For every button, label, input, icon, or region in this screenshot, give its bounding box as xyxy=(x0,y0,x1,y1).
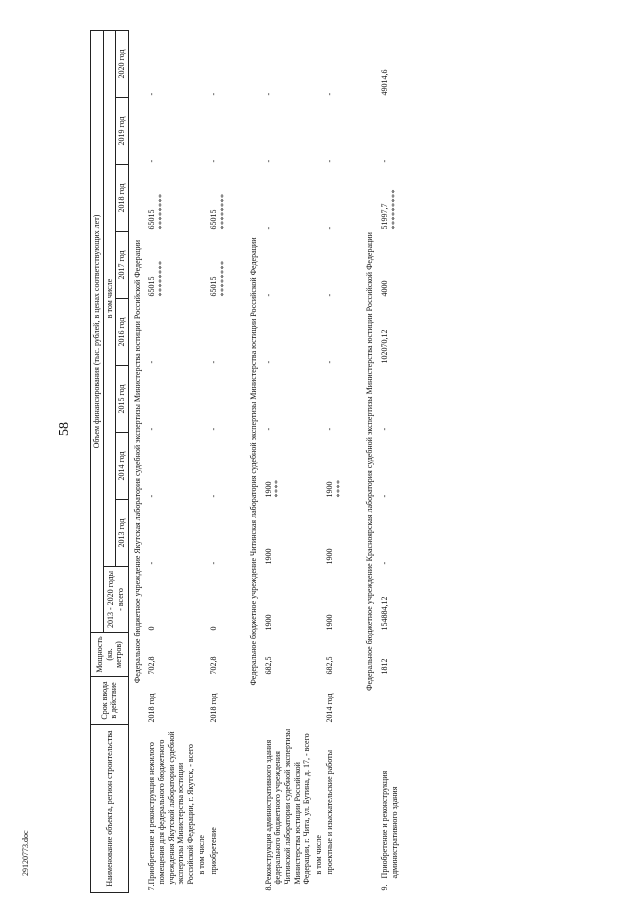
year-value-cell xyxy=(313,299,325,366)
footnote-marker: ******** xyxy=(156,260,166,297)
object-name: Приобретение и реконструкция нежилого помещения для федерального бюджетного учреждения Якутской лаборатории судебной экспертизы Министерства юстиции Российской Федерации, г. Якутск, - всего xyxy=(147,731,195,885)
capacity-cell xyxy=(196,633,208,677)
year-value: - xyxy=(263,159,273,163)
year-value: - xyxy=(325,360,335,364)
section-spacer xyxy=(229,31,245,893)
year-value-cell xyxy=(313,366,325,433)
year-value: 51997,7 xyxy=(380,203,390,230)
year-value-cell xyxy=(324,299,345,366)
footnote-marker: **** xyxy=(334,479,344,498)
capacity-cell xyxy=(313,633,325,677)
header-financing: Объем финансирования (тыс. рублей, в ценах соответствующих лет) xyxy=(91,31,104,633)
table-row xyxy=(208,31,229,893)
object-name-cell xyxy=(263,725,313,893)
header-year: 2016 год xyxy=(116,299,129,366)
year-value: - xyxy=(147,494,157,498)
year-value: - xyxy=(380,159,390,163)
year-value: - xyxy=(147,159,157,163)
section-title: Федеральное бюджетное учреждение Якутская лаборатория судебной экспертизы Министерства юстиции Российской Федерации xyxy=(132,239,142,684)
row-number xyxy=(314,875,324,891)
year-value-cell xyxy=(196,232,208,299)
section-spacer-cell xyxy=(345,31,361,893)
year-value: - xyxy=(325,427,335,431)
year-value-cell xyxy=(324,98,345,165)
year-value-cell xyxy=(379,165,400,232)
year-value-cell xyxy=(146,366,196,433)
year-value-cell xyxy=(313,98,325,165)
year-value: - xyxy=(263,293,273,297)
year-value: - xyxy=(263,92,273,96)
year-value-cell xyxy=(313,165,325,232)
year-value: - xyxy=(325,293,335,297)
year-value-cell xyxy=(379,366,400,433)
year-value-cell xyxy=(208,165,229,232)
year-value-cell xyxy=(313,31,325,98)
year-value-cell xyxy=(379,500,400,567)
footnote-marker: **** xyxy=(273,479,283,498)
year-value: 1900 xyxy=(325,548,335,565)
year-value: 1900 xyxy=(263,481,273,498)
table-body xyxy=(128,31,416,893)
year-value: - xyxy=(325,92,335,96)
row-number xyxy=(197,875,207,891)
year-value-cell xyxy=(146,232,196,299)
year-value: - xyxy=(380,494,390,498)
capacity-cell: 1812 xyxy=(380,658,390,675)
section-spacer-cell xyxy=(400,31,416,893)
header-year: 2017 год xyxy=(116,232,129,299)
year-value: 65015 xyxy=(208,276,218,297)
term-cell: 2018 год xyxy=(208,693,218,723)
term-cell xyxy=(379,677,400,725)
object-name: проектные и изыскательские работы xyxy=(325,749,335,875)
year-value: - xyxy=(208,159,218,163)
year-value-cell xyxy=(196,31,208,98)
year-value-cell xyxy=(196,366,208,433)
year-value-cell xyxy=(324,366,345,433)
object-name-cell xyxy=(313,725,325,893)
term-cell xyxy=(196,677,208,725)
year-value: - xyxy=(208,427,218,431)
footnote-marker: ********* xyxy=(389,189,399,230)
object-name: Реконструкция административного здания федерального бюджетного учреждения Читинской лаборатории судебной экспертизы Министерства юстиции Российской Федерации, г. Чита, ул. Бутина, д. 17, - всего xyxy=(263,728,312,885)
section-spacer xyxy=(345,31,361,893)
year-value-cell xyxy=(263,232,313,299)
object-name-cell xyxy=(324,725,345,893)
footnote-marker: ******** xyxy=(218,193,228,230)
year-value-cell xyxy=(324,165,345,232)
year-value: - xyxy=(263,427,273,431)
year-value-cell xyxy=(208,500,229,567)
total-cell: 0 xyxy=(147,626,157,631)
year-value: - xyxy=(263,226,273,230)
object-name: приобретение xyxy=(208,827,218,875)
row-number xyxy=(209,875,219,891)
row-number: 7. xyxy=(147,884,157,891)
year-value: 1900 xyxy=(325,481,335,498)
term-cell xyxy=(313,677,325,725)
year-value: - xyxy=(208,360,218,364)
capacity-cell: 702,8 xyxy=(147,656,157,675)
section-spacer-cell xyxy=(229,31,245,893)
year-value: 4000 xyxy=(380,280,390,297)
year-value-cell xyxy=(324,433,345,500)
year-value: - xyxy=(147,360,157,364)
year-value: - xyxy=(380,427,390,431)
year-value-cell xyxy=(196,500,208,567)
section-title: Федеральное бюджетное учреждение Красноярская лаборатория судебной экспертизы Министерства юстиции Российской Федерации xyxy=(365,232,375,691)
year-value-cell xyxy=(208,98,229,165)
year-value-cell xyxy=(146,299,196,366)
section-title-row xyxy=(128,31,146,893)
year-value: - xyxy=(147,427,157,431)
header-year: 2020 год xyxy=(116,31,129,98)
year-value: - xyxy=(147,92,157,96)
page-number: 58 xyxy=(57,422,72,436)
year-value-cell xyxy=(196,165,208,232)
year-value-cell xyxy=(313,500,325,567)
object-name-cell xyxy=(196,725,208,893)
header-capacity: Мощность (кв. метров) xyxy=(91,633,129,677)
year-value: - xyxy=(263,360,273,364)
header-year: 2015 год xyxy=(116,366,129,433)
header-year: 2014 год xyxy=(116,433,129,500)
year-value-cell xyxy=(263,299,313,366)
year-value: - xyxy=(208,92,218,96)
year-value: 102070,12 xyxy=(380,329,390,364)
rotated-table-sheet xyxy=(90,30,630,893)
header-total: 2013 - 2020 годы - всего xyxy=(103,567,128,633)
year-value-cell xyxy=(379,98,400,165)
total-cell: 1900 xyxy=(263,614,273,631)
year-value-cell xyxy=(324,232,345,299)
term-cell xyxy=(263,677,313,725)
year-value-cell xyxy=(146,500,196,567)
row-number: 9. xyxy=(380,884,390,891)
section-title-row xyxy=(245,31,263,893)
row-number: 8. xyxy=(263,884,273,891)
term-cell: 2014 год xyxy=(325,693,335,723)
year-value-cell xyxy=(324,31,345,98)
year-value-cell xyxy=(146,165,196,232)
year-value-cell xyxy=(196,98,208,165)
year-value-cell xyxy=(263,31,313,98)
year-value: 1900 xyxy=(263,548,273,565)
year-value: - xyxy=(208,561,218,565)
year-value: 65015 xyxy=(208,209,218,230)
table-row xyxy=(324,31,345,893)
total-cell xyxy=(196,567,208,633)
header-term: Срок ввода в действие xyxy=(91,677,129,725)
year-value-cell xyxy=(263,366,313,433)
object-name: Приобретение и реконструкция административного здания xyxy=(380,770,399,879)
year-value: 65015 xyxy=(147,276,157,297)
object-name-cell xyxy=(379,725,400,893)
year-value-cell xyxy=(208,232,229,299)
capacity-cell: 702,8 xyxy=(208,656,218,675)
year-value-cell xyxy=(379,232,400,299)
year-value-cell xyxy=(379,433,400,500)
object-name-cell xyxy=(146,725,196,893)
year-value: 49014,6 xyxy=(380,69,390,96)
year-value-cell xyxy=(208,433,229,500)
total-cell: 154884,12 xyxy=(380,596,390,631)
term-cell: 2018 год xyxy=(147,693,157,723)
total-cell: 1900 xyxy=(325,614,335,631)
year-value: - xyxy=(325,159,335,163)
footnote-marker: ******** xyxy=(156,193,166,230)
table-row xyxy=(146,31,196,893)
capacity-cell: 682,5 xyxy=(263,656,273,675)
object-name: в том числе xyxy=(313,835,323,875)
total-cell: 0 xyxy=(208,626,218,631)
year-value-cell xyxy=(379,31,400,98)
footnote-marker: ******** xyxy=(218,260,228,297)
year-value-cell xyxy=(146,31,196,98)
table-row xyxy=(313,31,325,893)
header-year: 2018 год xyxy=(116,165,129,232)
capacity-cell: 682,5 xyxy=(325,656,335,675)
object-name: в том числе xyxy=(197,835,207,875)
year-value-cell xyxy=(208,299,229,366)
year-value-cell xyxy=(208,366,229,433)
header-year: 2013 год xyxy=(116,500,129,567)
footer-filename: 29120773.doc xyxy=(21,830,30,876)
year-value-cell xyxy=(379,299,400,366)
year-value-cell xyxy=(313,232,325,299)
year-value: 65015 xyxy=(147,209,157,230)
header-year: 2019 год xyxy=(116,98,129,165)
year-value-cell xyxy=(146,433,196,500)
year-value-cell xyxy=(146,98,196,165)
object-name-cell xyxy=(208,725,229,893)
year-value-cell xyxy=(313,433,325,500)
section-title-row xyxy=(361,31,379,893)
year-value: - xyxy=(208,494,218,498)
year-value-cell xyxy=(196,299,208,366)
table-row xyxy=(263,31,313,893)
year-value-cell xyxy=(263,500,313,567)
table-row xyxy=(196,31,208,893)
table-row xyxy=(379,31,400,893)
header-name: Наименование объекта, регион строительства xyxy=(91,725,129,893)
year-value: - xyxy=(325,226,335,230)
section-spacer xyxy=(400,31,416,893)
year-value-cell xyxy=(263,98,313,165)
header-in-that: в том числе xyxy=(103,31,116,567)
section-title: Федеральное бюджетное учреждение Читинская лаборатория судебной экспертизы Министерства юстиции Российской Федерации xyxy=(249,237,259,686)
year-value: - xyxy=(380,561,390,565)
row-number xyxy=(325,875,335,891)
year-value-cell xyxy=(263,165,313,232)
year-value-cell xyxy=(324,500,345,567)
financing-table xyxy=(90,30,416,893)
total-cell xyxy=(313,567,325,633)
year-value: - xyxy=(147,561,157,565)
year-value-cell xyxy=(208,31,229,98)
year-value-cell xyxy=(263,433,313,500)
year-value-cell xyxy=(196,433,208,500)
